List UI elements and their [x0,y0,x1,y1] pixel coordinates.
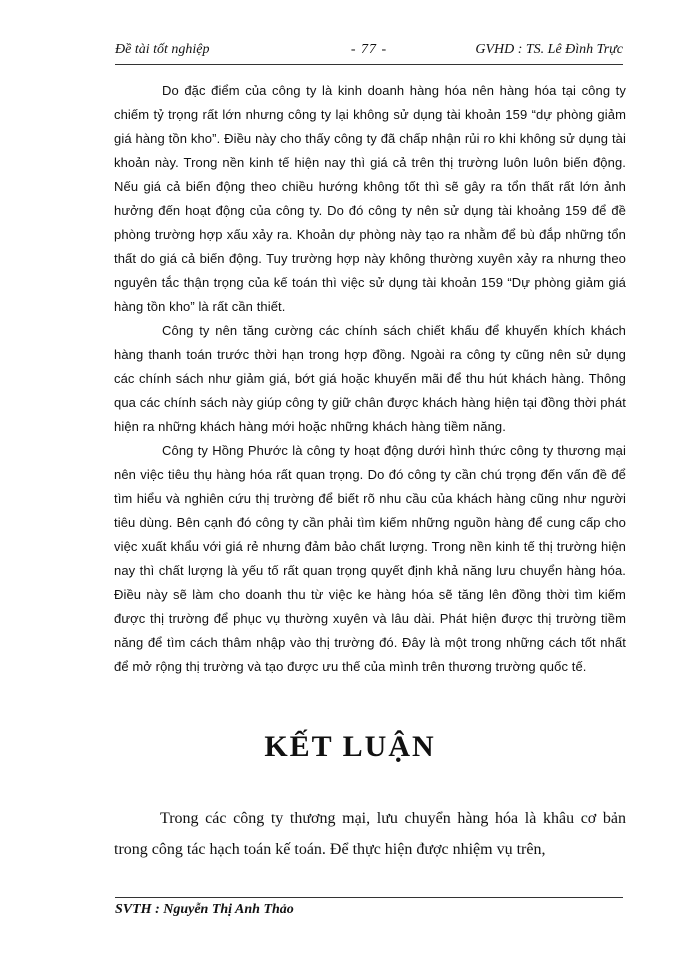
page-number: - 77 - [350,42,388,57]
thesis-label: Đề tài tốt nghiệp [115,42,210,57]
page-header [115,40,623,65]
paragraph-discount-policy: Công ty nên tăng cường các chính sách chiết khấu để khuyến khích khách hàng thanh toán trước thời hạn trong hợp đồng. Ngoài ra công ty cũng nên sử dụng các chính sách như giảm giá, bớt giá hoặc khuyến mãi để thu hút khách hàng. Thông qua các chính sách này giúp công ty giữ chân được khách hàng hiện tại đồng thời phát hiện ra những khách hàng mới hoặc những khách hàng tiềm năng. [114,323,626,434]
conclusion-heading: KẾT LUẬN [264,730,436,763]
paragraph-inventory-provision: Do đặc điểm của công ty là kinh doanh hàng hóa nên hàng hóa tại công ty chiếm tỷ trọng rất lớn nhưng công ty lại không sử dụng tài khoản 159 “dự phòng giảm giá hàng tồn kho”. Điều này cho thấy công ty đã chấp nhận rủi ro khi không sử dụng tài khoản này. Trong nền kinh tế hiện nay thì giá cả trên thị trường luôn luôn biến động. Nếu giá cả biến động theo chiều hướng không tốt thì sẽ gây ra tổn thất rất lớn ảnh hưởng đến hoạt động của công ty. Do đó công ty nên sử dụng tài khoảng 159 để đề phòng trường hợp xấu xảy ra. Khoản dự phòng này tạo ra nhằm để bù đắp những tổn thất do giá cả biến động. Tuy trường hợp này không thường xuyên xảy ra nhưng theo nguyên tắc thận trọng của kế toán thì việc sử dụng tài khoản 159 “Dự phòng giảm giá hàng tồn kho” là rất cần thiết. [114,83,626,314]
student-name: SVTH : Nguyễn Thị Anh Thảo [115,902,294,917]
page-footer [115,897,623,918]
recommendation-body [114,79,626,679]
conclusion-body [114,803,626,865]
paragraph-market-research: Công ty Hồng Phước là công ty hoạt động dưới hình thức công ty thương mại nên việc tiêu thụ hàng hóa rất quan trọng. Do đó công ty cần chú trọng đến vấn đề để tìm hiểu và nghiên cứu thị trường để biết rõ nhu cầu của khách hàng cũng như người tiêu dùng. Bên cạnh đó công ty cần phải tìm kiếm những nguồn hàng để cung cấp cho việc xuất khẩu với giá rẻ nhưng đảm bảo chất lượng. Trong nền kinh tế thị trường hiện nay thì chất lượng là yếu tố rất quan trọng quyết định khả năng lưu chuyển hàng hóa. Điều này sẽ làm cho doanh thu từ việc ke hàng hóa sẽ tăng lên đồng thời tìm kiếm được thị trường để phục vụ thường xuyên và lâu dài. Phát hiện được thị trường tiềm năng để tìm cách thâm nhập vào thị trường đó. Đây là một trong những cách tốt nhất để mở rộng thị trường và tạo được ưu thế của mình trên thương trường quốc tế. [114,443,626,674]
conclusion-paragraph: Trong các công ty thương mại, lưu chuyển hàng hóa là khâu cơ bản trong công tác hạch toán kế toán. Để thực hiện được nhiệm vụ trên, [114,810,626,858]
supervisor-label: GVHD : TS. Lê Đình Trực [475,42,623,57]
